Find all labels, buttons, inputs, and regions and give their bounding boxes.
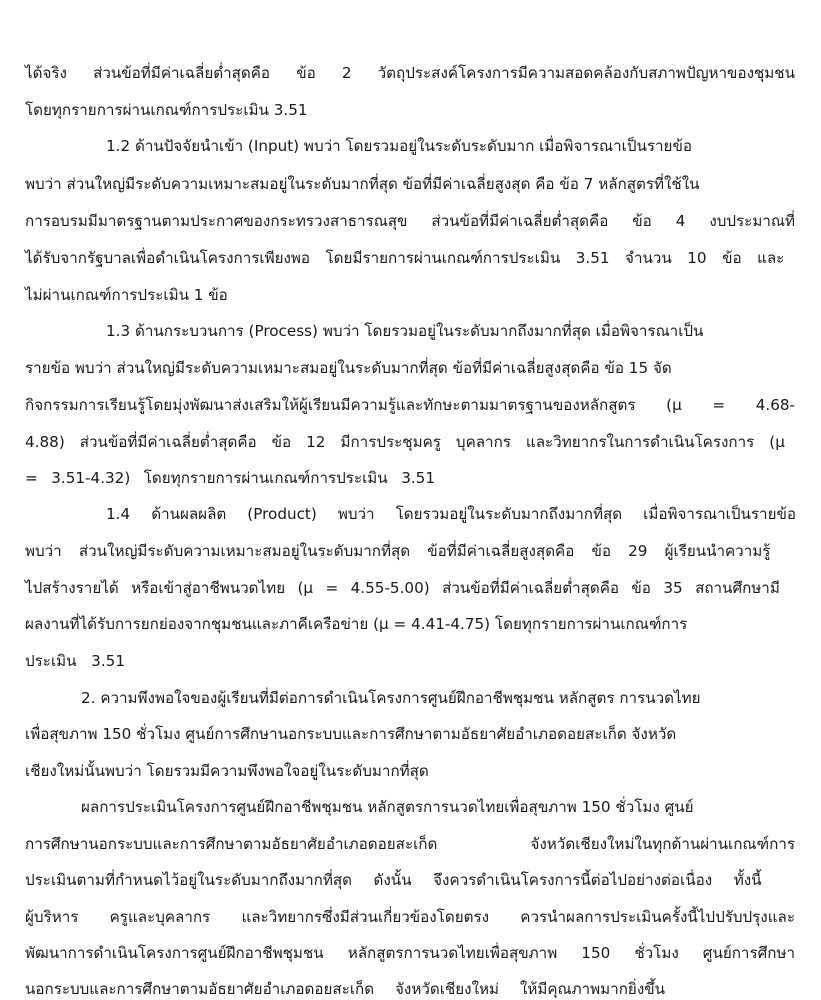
text-line-6: ได้รับจากรัฐบาลเพื่อดำเนินโครงการเพียงพอ โดยมีรายการผ่านเกณฑ์การประเมิน 3.51 จำนวน 10 ข้อ และ bbox=[25, 249, 785, 267]
text-line-11: 4.88) ส่วนข้อที่มีค่าเฉลี่ยต่ำสุดคือ ข้อ 12 มีการประชุมครู บุคลากร และวิทยากรในการดำเนินโครงการ (μ bbox=[25, 433, 785, 451]
text-line-19: เพื่อสุขภาพ 150 ชั่วโมง ศูนย์การศึกษานอกระบบและการศึกษาตามอัธยาศัยอำเภอดอยสะเก็ด จังหวัด bbox=[25, 725, 677, 743]
text-line-9: รายข้อ พบว่า ส่วนใหญ่มีระดับความเหมาะสมอยู่ในระดับมากที่สุด ข้อที่มีค่าเฉลี่ยสูงสุดคือ ข้อ 15 จัด bbox=[25, 359, 672, 377]
text-line-4: พบว่า ส่วนใหญ่มีระดับความเหมาะสมอยู่ในระดับมากที่สุด ข้อที่มีค่าเฉลี่ยสูงสุด คือ ข้อ 7 หลักสูตรที่ใช้ใน bbox=[25, 175, 700, 193]
text-line-2: โดยทุกรายการผ่านเกณฑ์การประเมิน 3.51 bbox=[25, 101, 308, 119]
text-line-21: ผลการประเมินโครงการศูนย์ฝึกอาชีพชุมชน หลักสูตรการนวดไทยเพื่อสุขภาพ 150 ชั่วโมง ศูนย์ bbox=[81, 798, 694, 816]
text-line-14: พบว่า ส่วนใหญ่มีระดับความเหมาะสมอยู่ในระดับมากที่สุด ข้อที่มีค่าเฉลี่ยสูงสุดคือ ข้อ 29 ผู้เรียนนำความรู้ bbox=[25, 542, 771, 560]
text-line-10: กิจกรรมการเรียนรู้โดยมุ่งพัฒนาส่งเสริมให้ผู้เรียนมีความรู้และทักษะตามมาตรฐานของหลักสูตร (μ = 4.68- bbox=[25, 396, 796, 414]
text-line-16: ผลงานที่ได้รับการยกย่องจากชุมชนและภาคีเครือข่าย (μ = 4.41-4.75) โดยทุกรายการผ่านเกณฑ์การ bbox=[25, 615, 688, 633]
text-line-13: 1.4 ด้านผลผลิต (Product) พบว่า โดยรวมอยู่ในระดับมากถึงมากที่สุด เมื่อพิจารณาเป็นรายข้อ bbox=[106, 505, 796, 523]
text-line-22: การศึกษานอกระบบและการศึกษาตามอัธยาศัยอำเภอดอยสะเก็ด จังหวัดเชียงใหม่ในทุกด้านผ่านเกณฑ์การ bbox=[25, 835, 796, 853]
text-line-20: เชียงใหม่นั้นพบว่า โดยรวมมีความพึงพอใจอยู่ในระดับมากที่สุด bbox=[25, 762, 429, 780]
text-line-8: 1.3 ด้านกระบวนการ (Process) พบว่า โดยรวมอยู่ในระดับมากถึงมากที่สุด เมื่อพิจารณาเป็น bbox=[106, 322, 704, 340]
text-line-18: 2. ความพึงพอใจของผู้เรียนที่มีต่อการดำเนินโครงการศูนย์ฝึกอาชีพชุมชน หลักสูตร การนวดไทย bbox=[81, 689, 701, 707]
text-line-24: ผู้บริหาร ครูและบุคลากร และวิทยากรซึ่งมีส่วนเกี่ยวข้องโดยตรง ควรนำผลการประเมินครั้งนี้ไปปรับปรุงและ bbox=[25, 908, 795, 926]
text-line-17: ประเมิน 3.51 bbox=[25, 652, 125, 670]
text-line-23: ประเมินตามที่กำหนดไว้อยู่ในระดับมากถึงมากที่สุด ดังนั้น จึงควรดำเนินโครงการนี้ต่อไปอย่างต่อเนื่อง ทั้งนี้ bbox=[25, 871, 762, 889]
text-line-3: 1.2 ด้านปัจจัยนำเข้า (Input) พบว่า โดยรวมอยู่ในระดับระดับมาก เมื่อพิจารณาเป็นรายข้อ bbox=[106, 137, 692, 155]
text-line-15: ไปสร้างรายได้ หรือเข้าสู่อาชีพนวดไทย (μ = 4.55-5.00) ส่วนข้อที่มีค่าเฉลี่ยต่ำสุดคือ ข้อ 35 สถานศึกษามี bbox=[25, 579, 780, 597]
text-line-26: นอกระบบและการศึกษาตามอัธยาศัยอำเภอดอยสะเก็ด จังหวัดเชียงใหม่ ให้มีคุณภาพมากยิ่งขึ้น bbox=[25, 980, 665, 998]
text-line-25: พัฒนาการดำเนินโครงการศูนย์ฝึกอาชีพชุมชน หลักสูตรการนวดไทยเพื่อสุขภาพ 150 ชั่วโมง ศูนย์การศึกษา bbox=[25, 944, 795, 962]
text-line-1: ได้จริง ส่วนข้อที่มีค่าเฉลี่ยต่ำสุดคือ ข้อ 2 วัตถุประสงค์โครงการมีความสอดคล้องกับสภาพปัญหาของชุมชน bbox=[25, 64, 795, 82]
text-line-7: ไม่ผ่านเกณฑ์การประเมิน 1 ข้อ bbox=[25, 286, 228, 304]
text-line-5: การอบรมมีมาตรฐานตามประกาศของกระทรวงสาธารณสุข ส่วนข้อที่มีค่าเฉลี่ยต่ำสุดคือ ข้อ 4 งบประมาณที่ bbox=[25, 212, 795, 230]
text-line-12: = 3.51-4.32) โดยทุกรายการผ่านเกณฑ์การประเมิน 3.51 bbox=[25, 469, 436, 487]
